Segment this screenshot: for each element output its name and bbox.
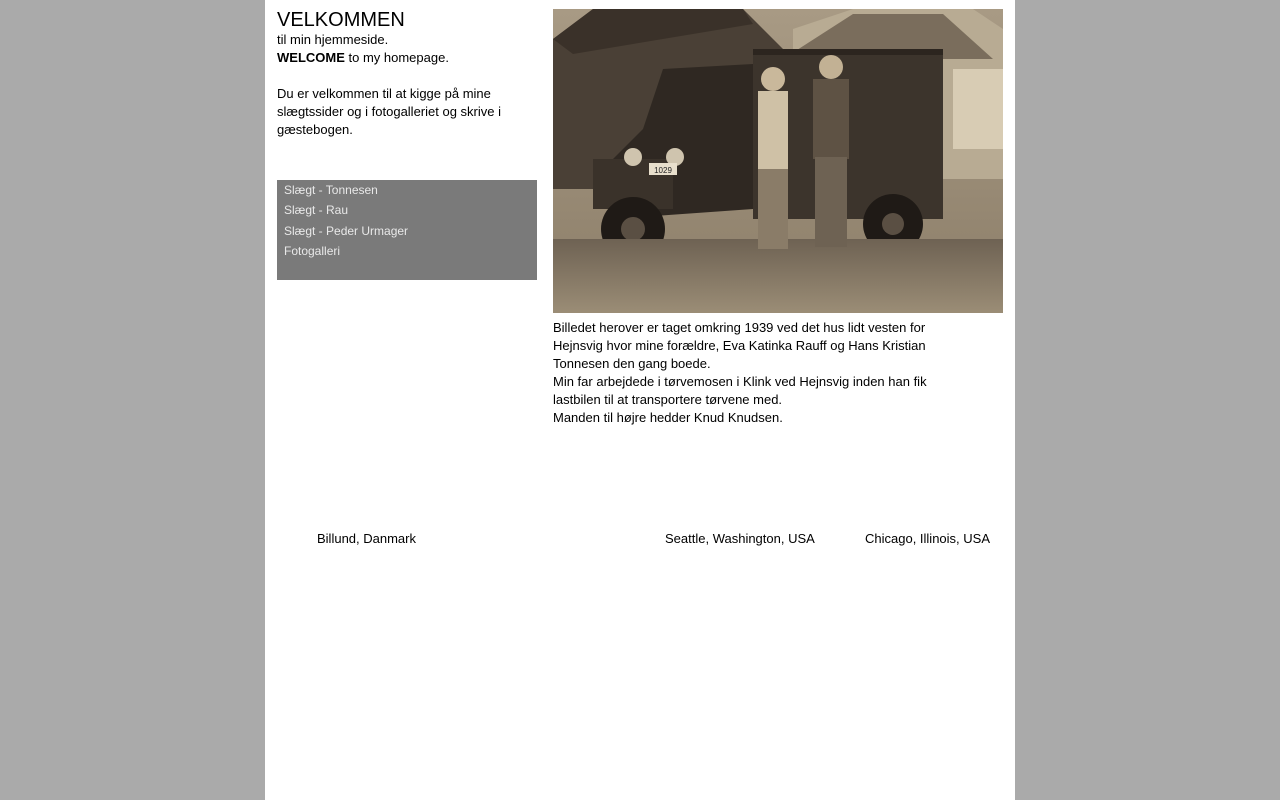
photo-caption [553,319,943,427]
intro-text: Du er velkommen til at kigge på mine slægtssider og i fotogalleriet og skrive i gæstebogen. [277,86,501,137]
welcome-bold: WELCOME [277,50,345,65]
nav-item-fotogalleri[interactable]: Fotogalleri [284,244,341,259]
intro-block [277,31,527,139]
nav-item-slaegt-rau[interactable]: Slægt - Rau [284,203,349,218]
family-photo [553,9,1003,313]
license-plate-text: 1029 [654,166,672,175]
caption-line-2: Min far arbejdede i tørvemosen i Klink ved Hejnsvig inden han fik lastbilen til at transportere tørvene med. [553,374,927,407]
nav-item-slaegt-tonnesen[interactable]: Slægt - Tonnesen [284,183,378,197]
welcome-line [277,49,527,67]
page-title: VELKOMMEN [277,9,405,31]
page-container [265,0,1015,800]
location-billund: Billund, Danmark [317,531,416,546]
location-seattle: Seattle, Washington, USA [665,531,815,546]
welcome-rest: to my homepage. [344,50,449,65]
main-menu [277,180,537,280]
truck-photo-illustration [553,9,1003,313]
caption-line-3: Manden til højre hedder Knud Knudsen. [553,410,783,425]
location-chicago: Chicago, Illinois, USA [865,531,990,546]
subtitle-danish: til min hjemmeside. [277,32,389,47]
caption-line-1: Billedet herover er taget omkring 1939 ved det hus lidt vesten for Hejnsvig hvor mine forældre, Eva Katinka Rauff og Hans Kristian Tonnesen den gang boede. [553,320,926,371]
nav-item-slaegt-peder-urmager[interactable]: Slægt - Peder Urmager [284,223,409,238]
